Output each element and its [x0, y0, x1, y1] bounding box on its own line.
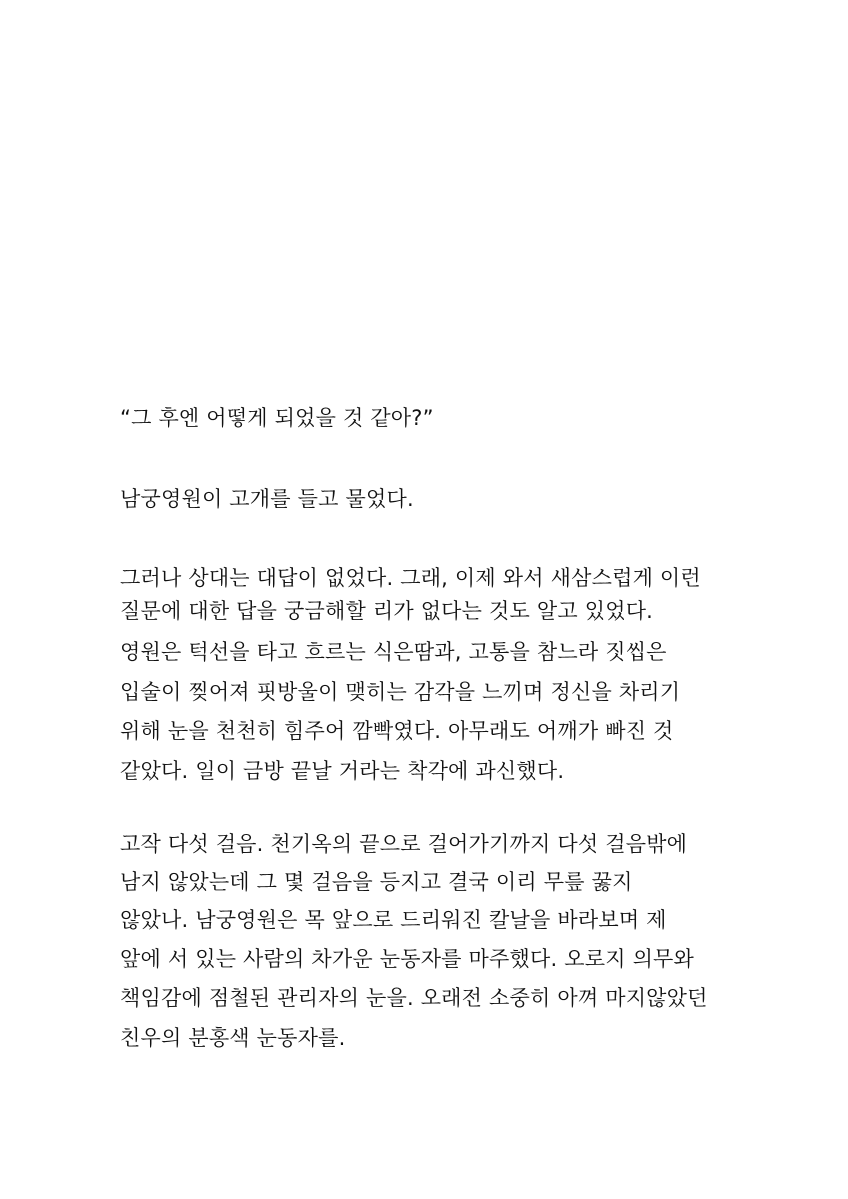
text-line: 고작 다섯 걸음. 천기옥의 끝으로 걸어가기까지 다섯 걸음밖에 [120, 832, 688, 856]
text-line: 입술이 찢어져 핏방울이 맺히는 감각을 느끼며 정신을 차리기 [120, 680, 681, 704]
text-line: 위해 눈을 천천히 힘주어 깜빡였다. 아무래도 어깨가 빠진 것 [120, 719, 674, 743]
text-line: 앞에 서 있는 사람의 차가운 눈동자를 마주했다. 오로지 의무와 [120, 947, 695, 971]
text-line: 같았다. 일이 금방 끝날 거라는 착각에 과신했다. [120, 759, 565, 783]
text-line: 영원은 턱선을 타고 흐르는 식은땀과, 고통을 참느라 짓씹은 [120, 640, 667, 664]
text-line: 친우의 분홍색 눈동자를. [120, 1026, 346, 1050]
text-line: 남궁영원이 고개를 들고 물었다. [120, 487, 414, 511]
text-line: 그러나 상대는 대답이 없었다. 그래, 이제 와서 새삼스럽게 이런 [120, 566, 701, 590]
text-line: 책임감에 점철된 관리자의 눈을. 오래전 소중히 아껴 마지않았던 [120, 986, 708, 1010]
text-line: 질문에 대한 답을 궁금해할 리가 없다는 것도 알고 있었다. [120, 599, 654, 623]
text-line: 않았나. 남궁영원은 목 앞으로 드리워진 칼날을 바라보며 제 [120, 908, 667, 932]
text-line: 남지 않았는데 그 몇 걸음을 등지고 결국 이리 무릎 꿇지 [120, 870, 633, 894]
dialogue-line: “그 후엔 어떻게 되었을 것 같아?” [120, 406, 434, 430]
